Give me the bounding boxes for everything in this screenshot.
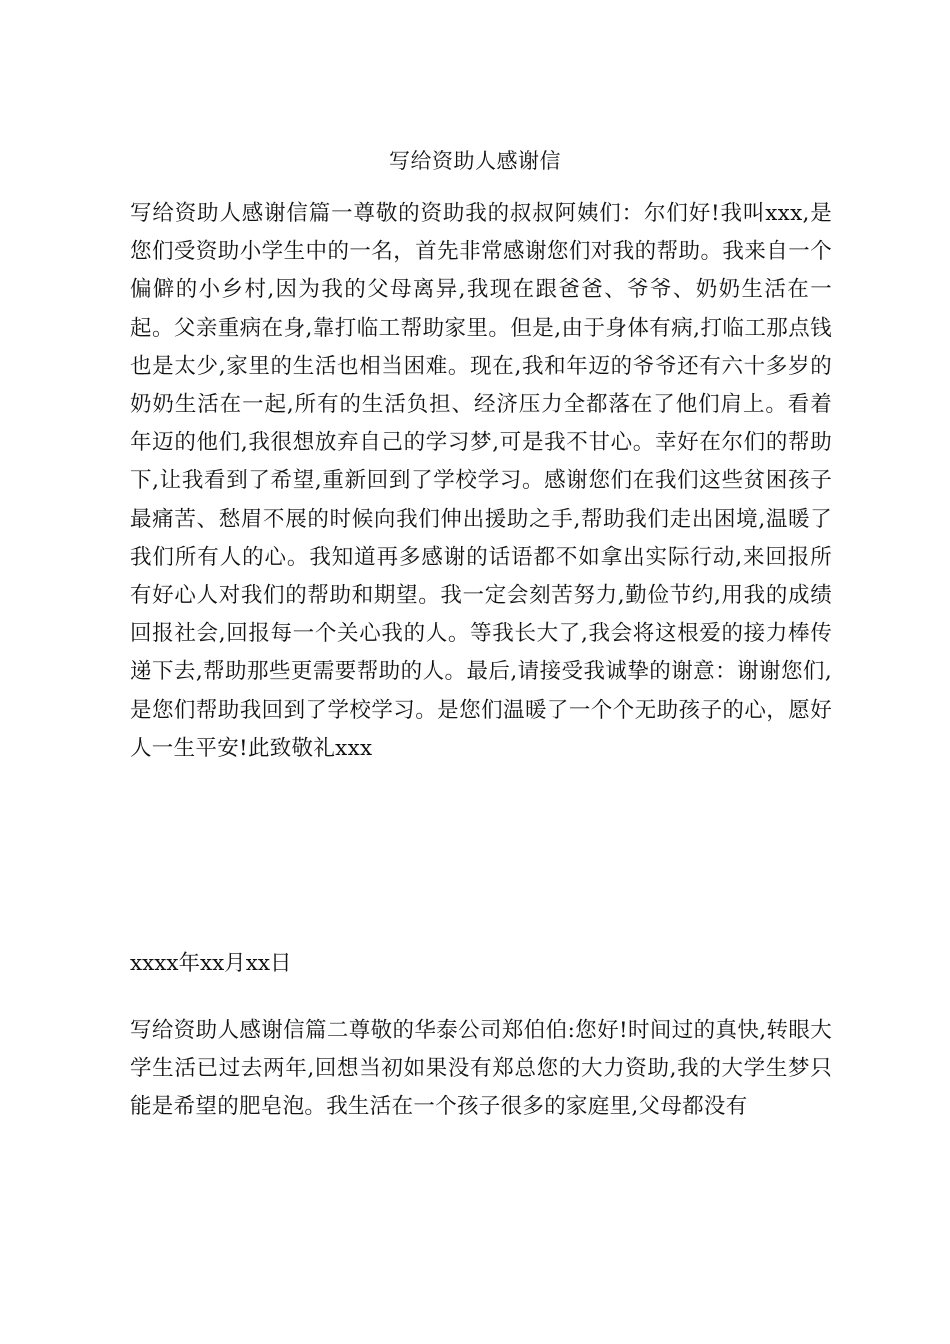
letter-paragraph-1: 写给资助人感谢信篇一尊敬的资助我的叔叔阿姨们：尔们好!我叫xxx,是您们受资助小学生中的一名，首先非常感谢您们对我的帮助。我来自一个偏僻的小乡村,因为我的父母离异,我现在跟爸爸、爷爷、奶奶生活在一起。父亲重病在身,靠打临工帮助家里。但是,由于身体有病,打临工那点钱也是太少,家里的生活也相当困难。现在,我和年迈的爷爷还有六十多岁的奶奶生活在一起,所有的生活负担、经济压力全都落在了他们肩上。看着年迈的他们,我很想放弃自己的学习梦,可是我不甘心。幸好在尔们的帮助下,让我看到了希望,重新回到了学校学习。感谢您们在我们这些贫困孩子最痛苦、愁眉不展的时候向我们伸出援助之手,帮助我们走出困境,温暖了我们所有人的心。我知道再多感谢的话语都不如拿出实际行动,来回报所有好心人对我们的帮助和期望。我一定会刻苦努力,勤俭节约,用我的成绩回报社会,回报每一个关心我的人。等我长大了,我会将这根爱的接力棒传递下去,帮助那些更需要帮助的人。最后,请接受我诚挚的谢意：谢谢您们,是您们帮助我回到了学校学习。是您们温暖了一个个无助孩子的心，愿好人一生平安!此致敬礼xxx <box>130 201 832 761</box>
letter-paragraph-2: 写给资助人感谢信篇二尊敬的华泰公司郑伯伯:您好!时间过的真快,转眼大学生活已过去两年,回想当初如果没有郑总您的大力资助,我的大学生梦只能是希望的肥皂泡。我生活在一个孩子很多的家庭里,父母都没有 <box>130 1018 832 1120</box>
letter-date: xxxx年xx月xx日 <box>130 951 292 976</box>
document-title: 写给资助人感谢信 <box>389 149 561 173</box>
